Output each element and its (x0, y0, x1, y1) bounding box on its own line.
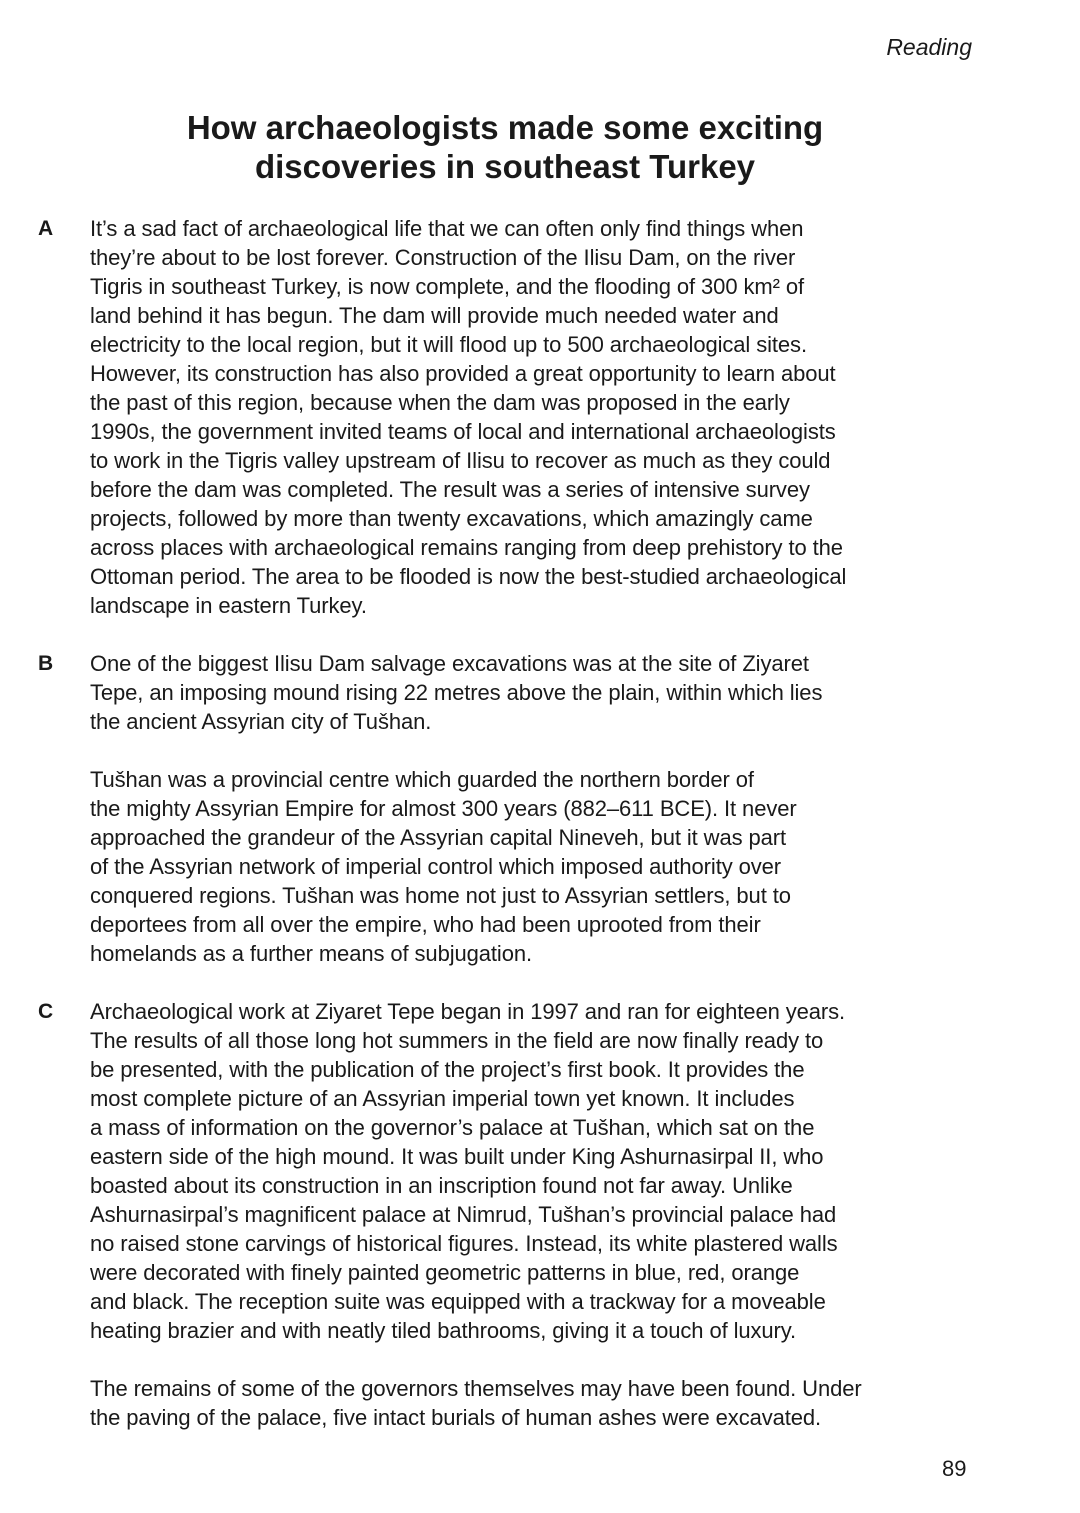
text-line: they’re about to be lost forever. Construction of the Ilisu Dam, on the river (90, 245, 796, 270)
text-line: eastern side of the high mound. It was built under King Ashurnasirpal II, who (90, 1144, 824, 1169)
text-line: were decorated with finely painted geometric patterns in blue, red, orange (90, 1260, 800, 1285)
text-line: It’s a sad fact of archaeological life that we can often only find things when (90, 216, 804, 241)
text-line: no raised stone carvings of historical figures. Instead, its white plastered walls (90, 1231, 838, 1256)
text-line: to work in the Tigris valley upstream of Ilisu to recover as much as they could (90, 448, 831, 473)
text-line: One of the biggest Ilisu Dam salvage excavations was at the site of Ziyaret (90, 651, 809, 676)
text-line: most complete picture of an Assyrian imperial town yet known. It includes (90, 1086, 795, 1111)
text-line: Tigris in southeast Turkey, is now complete, and the flooding of 300 km² of (90, 274, 804, 299)
text-line: However, its construction has also provided a great opportunity to learn about (90, 361, 836, 386)
paragraph-text (90, 997, 845, 1345)
text-line: the past of this region, because when the dam was proposed in the early (90, 390, 790, 415)
text-line: The remains of some of the governors themselves may have been found. Under (90, 1376, 862, 1401)
text-line: Archaeological work at Ziyaret Tepe began in 1997 and ran for eighteen years. (90, 999, 846, 1024)
text-line: Ottoman period. The area to be flooded is now the best-studied archaeological (90, 564, 847, 589)
text-line: boasted about its construction in an inscription found not far away. Unlike (90, 1173, 793, 1198)
text-line: homelands as a further means of subjugation. (90, 941, 532, 966)
text-line: conquered regions. Tušhan was home not just to Assyrian settlers, but to (90, 883, 791, 908)
text-line: deportees from all over the empire, who had been uprooted from their (90, 912, 761, 937)
text-line: 1990s, the government invited teams of local and international archaeologists (90, 419, 836, 444)
text-line: the mighty Assyrian Empire for almost 300 years (882–611 BCE). It never (90, 796, 797, 821)
paragraph-label: B (38, 652, 54, 675)
title-line: How archaeologists made some exciting (186, 109, 824, 146)
text-line: of the Assyrian network of imperial control which imposed authority over (90, 854, 782, 879)
article-title (0, 108, 1010, 186)
text-line: across places with archaeological remains ranging from deep prehistory to the (90, 535, 843, 560)
text-line: landscape in eastern Turkey. (90, 593, 367, 618)
text-line: Tušhan was a provincial centre which guarded the northern border of (90, 767, 754, 792)
text-line: and black. The reception suite was equipped with a trackway for a moveable (90, 1289, 826, 1314)
text-line: the ancient Assyrian city of Tušhan. (90, 709, 432, 734)
text-line: heating brazier and with neatly tiled bathrooms, giving it a touch of luxury. (90, 1318, 797, 1343)
text-line: land behind it has begun. The dam will provide much needed water and (90, 303, 779, 328)
text-line: be presented, with the publication of the project’s first book. It provides the (90, 1057, 805, 1082)
paragraph-text (90, 765, 797, 968)
text-line: The results of all those long hot summers in the field are now finally ready to (90, 1028, 824, 1053)
text-line: a mass of information on the governor’s palace at Tušhan, which sat on the (90, 1115, 815, 1140)
paragraph-text (90, 649, 822, 736)
text-line: the paving of the palace, five intact burials of human ashes were excavated. (90, 1405, 822, 1430)
paragraph-label: C (38, 1000, 54, 1023)
title-line: discoveries in southeast Turkey (254, 148, 756, 185)
paragraph-text (90, 214, 846, 620)
text-line: approached the grandeur of the Assyrian capital Nineveh, but it was part (90, 825, 787, 850)
page-number: 89 (942, 1456, 967, 1481)
text-line: Tepe, an imposing mound rising 22 metres above the plain, within which lies (90, 680, 823, 705)
text-line: before the dam was completed. The result was a series of intensive survey (90, 477, 810, 502)
running-header: Reading (886, 34, 972, 60)
text-line: electricity to the local region, but it will flood up to 500 archaeological sites. (90, 332, 807, 357)
text-line: projects, followed by more than twenty excavations, which amazingly came (90, 506, 813, 531)
paragraph-text (90, 1374, 862, 1432)
text-line: Ashurnasirpal’s magnificent palace at Nimrud, Tušhan’s provincial palace had (90, 1202, 837, 1227)
paragraph-label: A (38, 217, 54, 240)
